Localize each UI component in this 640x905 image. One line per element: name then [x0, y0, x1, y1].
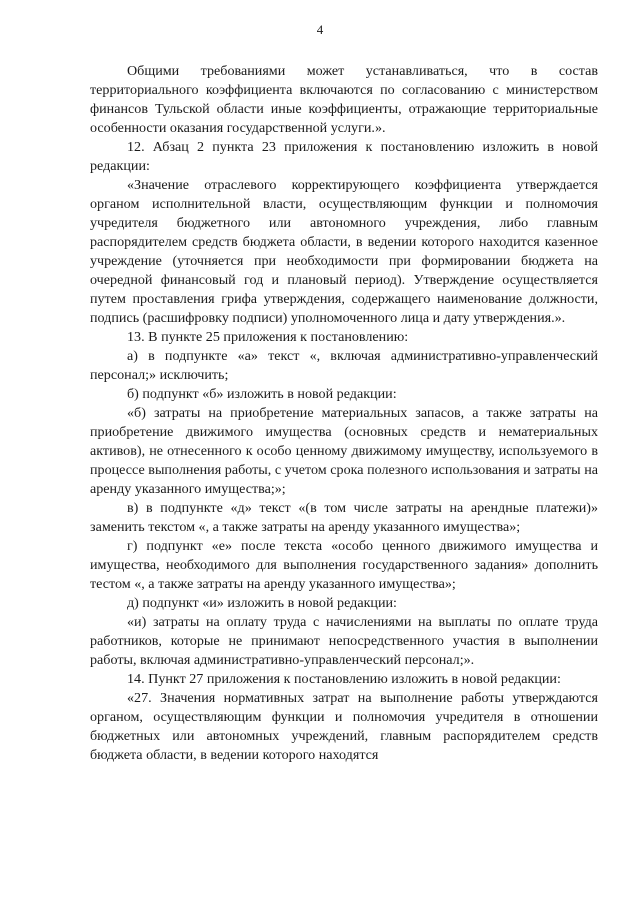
paragraph-subitem-v: в) в подпункте «д» текст «(в том числе затраты на арендные платежи)» заменить текстом «, а также затраты на аренду указанного имущества»; [90, 500, 598, 535]
paragraph-subitem-a: а) в подпункте «а» текст «, включая административно-управленческий персонал;» исключить; [90, 348, 598, 383]
paragraph-item-14: 14. Пункт 27 приложения к постановлению изложить в новой редакции: [127, 671, 561, 687]
paragraph-subitem-b-text: «б) затраты на приобретение материальных запасов, а также затраты на приобретение движимого имущества (основных средств и нематериальных активов), не отнесенного к особо ценному движимому имуществу, используемого в процессе выполнения работы, с учетом срока полезного использования и затраты на аренду указанного имущества;»; [90, 405, 598, 497]
paragraph-subitem-b: б) подпункт «б» изложить в новой редакции: [127, 386, 397, 402]
paragraph-industry-coefficient: «Значение отраслевого корректирующего коэффициента утверждается органом исполнительной власти, осуществляющим функции и полномочия учредителя бюджетного или автономного учреждения, либо главным распорядителем средств бюджета области, в ведении которого находится казенное учреждение (уточняется при необходимости при формировании бюджета на очередной финансовый год и плановый период). Утверждение осуществляется путем проставления грифа утверждения, содержащего наименование должности, подпись (расшифровку подписи) уполномоченного лица и дату утверждения.». [90, 177, 598, 326]
paragraph-coefficients-tail: Общими требованиями может устанавливаться, что в состав территориального коэффициента включаются по согласованию с министерством финансов Тульской области иные коэффициенты, отражающие территориальные особенности оказания государственной услуги.». [90, 63, 598, 136]
document-body [90, 62, 598, 765]
paragraph-item-13: 13. В пункте 25 приложения к постановлению: [127, 329, 409, 345]
paragraph-subitem-d: д) подпункт «и» изложить в новой редакции: [127, 595, 397, 611]
paragraph-item-12: 12. Абзац 2 пункта 23 приложения к постановлению изложить в новой редакции: [90, 139, 598, 174]
paragraph-subitem-i-text: «и) затраты на оплату труда с начислениями на выплаты по оплате труда работников, которые не принимают непосредственного участия в выполнении работы, включая административно-управленческий персонал;». [90, 614, 598, 668]
paragraph-subitem-g: г) подпункт «е» после текста «особо ценного движимого имущества и имущества, необходимого для выполнения государственного задания» дополнить тестом «, а также затраты на аренду указанного имущества»; [90, 538, 598, 592]
paragraph-item-27-text: «27. Значения нормативных затрат на выполнение работы утверждаются органом, осуществляющим функции и полномочия учредителя в отношении бюджетных или автономных учреждений, главным распорядителем средств бюджета области, в ведении которого находятся [90, 690, 598, 763]
page-number: 4 [316, 22, 324, 37]
